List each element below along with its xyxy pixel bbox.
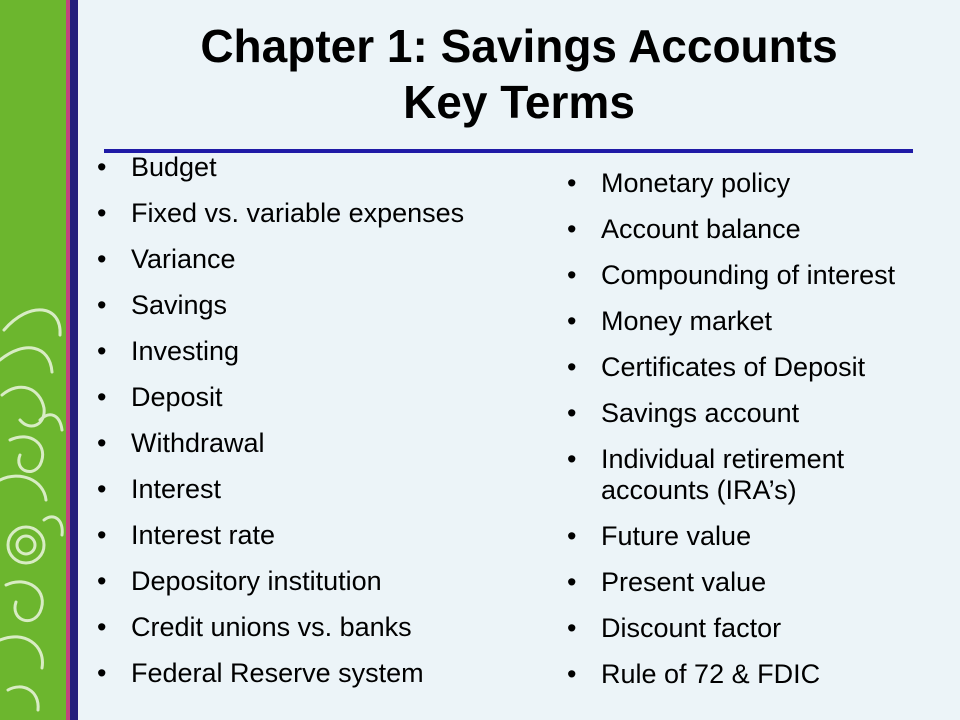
key-term-item: • Account balance (567, 214, 959, 245)
slide-title (78, 18, 960, 130)
key-term-item: • Variance (97, 244, 537, 290)
key-term-item: • Withdrawal (97, 428, 537, 474)
slide-title-line-2: Key Terms (403, 76, 635, 128)
key-term-item: • Fixed vs. variable expenses (97, 198, 537, 244)
key-term-item: • Discount factor (567, 613, 959, 644)
key-term-item: • Interest (97, 474, 537, 520)
key-terms-list-left (97, 152, 537, 704)
decorative-green-band (0, 0, 66, 720)
key-term-item: • Certificates of Deposit (567, 352, 959, 383)
swirl-pattern-icon (0, 0, 66, 720)
key-term-item: • Federal Reserve system (97, 658, 537, 704)
key-terms-list-right (567, 168, 959, 705)
decorative-navy-stripe (70, 0, 78, 720)
key-term-item: • Savings account (567, 398, 959, 429)
key-term-item: • Savings (97, 290, 537, 336)
key-term-item: • Investing (97, 336, 537, 382)
key-term-item: • Budget (97, 152, 537, 198)
key-term-item: • Deposit (97, 382, 537, 428)
key-term-item: • Individual retirement accounts (IRA’s) (567, 444, 959, 506)
key-term-item: • Monetary policy (567, 168, 959, 199)
key-term-item: • Interest rate (97, 520, 537, 566)
key-term-item: • Compounding of interest (567, 260, 959, 291)
key-term-item: • Future value (567, 521, 959, 552)
key-term-item: • Credit unions vs. banks (97, 612, 537, 658)
key-term-item: • Depository institution (97, 566, 537, 612)
slide-title-line-1: Chapter 1: Savings Accounts (200, 20, 838, 72)
key-term-item: • Money market (567, 306, 959, 337)
key-term-item: • Rule of 72 & FDIC (567, 659, 959, 690)
key-term-item: • Present value (567, 567, 959, 598)
